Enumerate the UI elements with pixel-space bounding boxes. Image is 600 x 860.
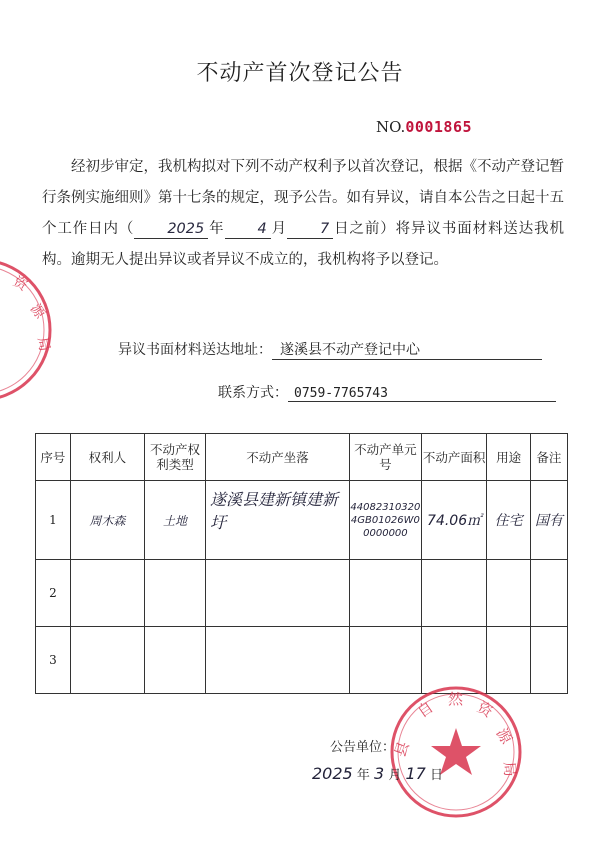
sign-day-char: 日 (430, 768, 444, 783)
notice-number-value: 0001865 (405, 118, 473, 136)
notice-number-prefix: NO. (376, 118, 406, 136)
header-cell: 不动产坐落 (206, 434, 350, 481)
sign-date (312, 764, 443, 783)
area-cell: 74.06㎡ (421, 481, 486, 560)
svg-text:然: 然 (448, 690, 464, 708)
remark-cell (530, 627, 567, 694)
row-number: 3 (36, 627, 71, 694)
deadline-year: 2025 (134, 220, 208, 239)
right-type-cell (145, 627, 206, 694)
notice-body (42, 152, 564, 276)
header-cell: 序号 (36, 434, 71, 481)
contact-label: 联系方式： (218, 385, 288, 401)
table-row (36, 560, 568, 627)
owner-cell: 周木森 (70, 481, 144, 560)
contact-line (218, 382, 556, 402)
right-type-cell: 土地 (145, 481, 206, 560)
contact-value: 0759-7765743 (288, 386, 556, 402)
month-unit: 月 (270, 221, 288, 237)
right-type-cell (145, 560, 206, 627)
official-seal (388, 684, 524, 820)
header-cell: 权利人 (70, 434, 144, 481)
notice-number (376, 118, 472, 136)
signer-label: 公告单位： (330, 740, 396, 755)
location-cell (206, 627, 350, 694)
row-number: 2 (36, 560, 71, 627)
remark-cell: 国有 (530, 481, 567, 560)
header-cell: 不动产面积 (421, 434, 486, 481)
svg-text:源: 源 (26, 301, 48, 322)
address-label: 异议书面材料送达地址： (118, 342, 272, 358)
objection-address-line (118, 339, 542, 360)
use-cell: 住宅 (487, 481, 531, 560)
owner-cell (70, 560, 144, 627)
location-cell: 遂溪县建新镇建新圩 (206, 481, 350, 560)
paragraph-part-2: 日之前）将异议书面材料送达我机构。逾期无人提出异议或者异议不成立的，我机构将予以登记。 (42, 221, 565, 268)
notice-paragraph (42, 152, 564, 276)
sign-month-char: 月 (388, 768, 402, 783)
svg-text:资: 资 (10, 273, 31, 295)
table-header-row (36, 434, 568, 481)
header-cell: 用途 (487, 434, 531, 481)
header-cell: 备注 (530, 434, 567, 481)
deadline-day: 7 (287, 220, 333, 239)
table-row (36, 481, 568, 560)
svg-text:自: 自 (413, 697, 437, 722)
row-number: 1 (36, 481, 71, 560)
header-cell: 不动产单元号 (349, 434, 421, 481)
page-title: 不动产首次登记公告 (196, 61, 404, 86)
sign-day: 17 (405, 764, 426, 783)
deadline-month: 4 (225, 220, 271, 239)
svg-text:县: 县 (390, 739, 413, 760)
remark-cell (530, 560, 567, 627)
address-value: 遂溪县不动产登记中心 (272, 339, 542, 360)
year-unit: 年 (208, 221, 225, 237)
svg-text:源: 源 (492, 725, 516, 748)
property-table (35, 433, 568, 694)
sign-year: 2025 (312, 764, 353, 783)
area-cell (421, 560, 486, 627)
location-cell (206, 560, 350, 627)
unit-number-cell (349, 560, 421, 627)
owner-cell (70, 627, 144, 694)
paragraph-part-1: 经初步审定，我机构拟对下列不动产权利予以首次登记，根据《不动产登记暂行条例实施细则》第十七条的规定，现予公告。如有异议，请自本公告之日起十五个工作日内（ (42, 159, 564, 237)
svg-text:局: 局 (500, 760, 520, 778)
svg-text:局: 局 (34, 335, 53, 353)
header-cell: 不动产权利类型 (145, 434, 206, 481)
sign-month: 3 (374, 764, 385, 783)
unit-number-cell: 440823103204GB01026W00000000 (349, 481, 421, 560)
sign-year-char: 年 (356, 768, 370, 783)
use-cell (487, 560, 531, 627)
svg-text:资: 资 (474, 697, 497, 721)
